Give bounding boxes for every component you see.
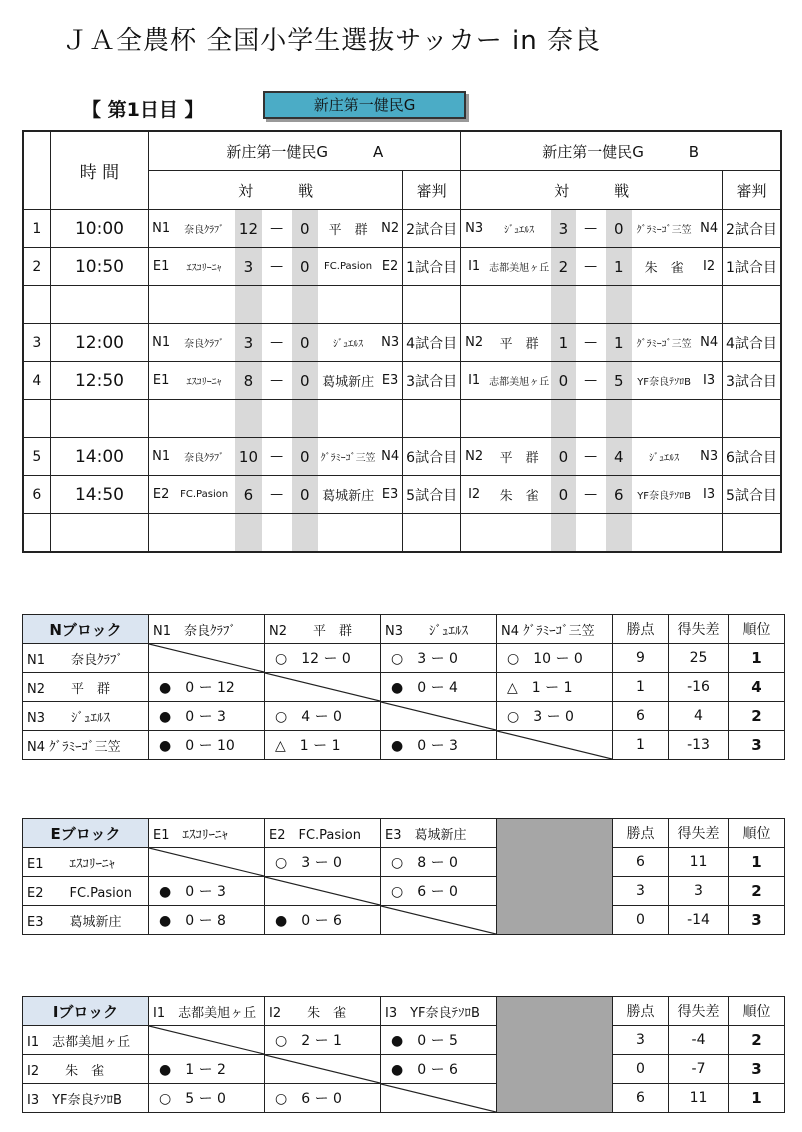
- schedule-row: [23, 438, 781, 476]
- block-row: [23, 731, 785, 760]
- schedule-row: [23, 476, 781, 514]
- match-result: ○ 3 ー 0: [391, 651, 458, 667]
- score-away: 1: [614, 257, 624, 276]
- referee-match: 1試合目: [406, 259, 458, 276]
- match-number: 6: [32, 486, 42, 503]
- match-result: ● 0 ー 12: [159, 680, 235, 696]
- score-home: 3: [243, 257, 254, 276]
- referee-match: 6試合目: [406, 449, 458, 466]
- match-time: 12:00: [74, 332, 124, 353]
- match-result: ○ 6 ー 0: [275, 1091, 342, 1107]
- score-home: 3: [243, 333, 254, 352]
- team-code: I3: [703, 373, 716, 388]
- score-home: 6: [243, 485, 254, 504]
- match-header: 対 戦: [238, 181, 314, 200]
- goal-diff-header: 得失差: [677, 622, 720, 638]
- score-dash: —: [270, 449, 284, 464]
- referee-match: 2試合目: [406, 221, 458, 238]
- points-value: 3: [636, 883, 645, 899]
- block-column-team: I3 YF奈良ﾃｿﾛB: [385, 1005, 480, 1021]
- block-column-team: E2 FC.Pasion: [269, 827, 361, 843]
- court-a-header: 新庄第一健民G A: [226, 142, 384, 161]
- block-column-team: N3 ｼﾞｭｴﾙｽ: [385, 623, 468, 639]
- block-row: [23, 702, 785, 731]
- score-home: 0: [558, 485, 569, 504]
- score-away: 0: [300, 371, 310, 390]
- team-code: N3: [381, 335, 400, 350]
- match-result: ● 0 ー 3: [159, 884, 226, 900]
- rank-value: 2: [751, 707, 762, 725]
- score-away: 0: [300, 219, 310, 238]
- match-time: 14:50: [74, 484, 124, 505]
- match-result: ● 0 ー 3: [391, 738, 458, 754]
- goal-diff-value: 11: [689, 854, 708, 870]
- self-match-cell: [381, 702, 497, 731]
- team-code: N1: [152, 335, 171, 350]
- match-number: 5: [32, 448, 42, 465]
- score-home: 12: [238, 219, 258, 238]
- score-home: 3: [558, 219, 569, 238]
- score-away: 5: [614, 371, 624, 390]
- score-away: 0: [300, 257, 310, 276]
- block-column-team: E1 ｴｽｺﾘｰﾆｬ: [153, 827, 228, 843]
- team-name: ｴｽｺﾘｰﾆｬ: [186, 263, 222, 274]
- score-home: 2: [558, 257, 569, 276]
- rank-value: 1: [751, 649, 762, 667]
- score-home: 10: [238, 447, 258, 466]
- team-code: E1: [152, 373, 170, 388]
- block-name: Nブロック: [49, 620, 122, 639]
- block-row-team: N3 ｼﾞｭｴﾙｽ: [27, 710, 110, 726]
- team-name: YF奈良ﾃｿﾛB: [637, 377, 691, 388]
- match-result: ● 0 ー 6: [391, 1062, 458, 1078]
- team-code: E3: [381, 487, 399, 502]
- block-name: Eブロック: [50, 824, 121, 843]
- self-match-cell: [265, 877, 381, 906]
- score-dash: —: [584, 221, 598, 236]
- team-name: ｸﾞﾗﾐｰｺﾞ三笠: [636, 339, 692, 350]
- match-result: ○ 8 ー 0: [391, 855, 458, 871]
- schedule-row: [23, 248, 781, 286]
- team-name: ｼﾞｭｴﾙｽ: [333, 339, 364, 350]
- match-number: 2: [32, 258, 42, 275]
- match-result: ○ 6 ー 0: [391, 884, 458, 900]
- block-row: [23, 906, 785, 935]
- team-name: ｴｽｺﾘｰﾆｬ: [186, 377, 222, 388]
- match-result: ○ 10 ー 0: [507, 651, 583, 667]
- block-row: [23, 1026, 785, 1055]
- team-code: N3: [700, 449, 719, 464]
- goal-diff-value: 11: [689, 1090, 708, 1106]
- referee-match: 6試合目: [726, 449, 777, 466]
- match-time: 14:00: [74, 446, 124, 467]
- team-code: N2: [465, 449, 484, 464]
- goal-diff-value: -7: [691, 1061, 706, 1077]
- match-time: 10:50: [74, 256, 124, 277]
- team-name: ｼﾞｭｴﾙｽ: [649, 453, 680, 464]
- team-name: 志都美旭ヶ丘: [489, 377, 550, 388]
- points-value: 9: [636, 650, 645, 666]
- score-dash: —: [584, 259, 598, 274]
- match-result: ● 0 ー 8: [159, 913, 226, 929]
- self-match-cell: [381, 1084, 497, 1113]
- match-number: 3: [32, 334, 42, 351]
- team-name: FC.Pasion: [180, 489, 229, 500]
- score-away: 0: [300, 447, 310, 466]
- match-result: ○ 12 ー 0: [275, 651, 351, 667]
- block-column-team: E3 葛城新庄: [385, 827, 467, 843]
- score-away: 4: [614, 447, 624, 466]
- team-code: E3: [381, 373, 399, 388]
- points-header: 勝点: [626, 1004, 655, 1020]
- referee-match: 3試合目: [726, 373, 777, 390]
- block-row-team: I1 志都美旭ヶ丘: [27, 1034, 131, 1050]
- referee-header: 審判: [416, 181, 447, 200]
- goal-diff-value: -16: [687, 679, 710, 695]
- block-row-team: N2 平 群: [27, 681, 110, 697]
- team-name: 奈良ｸﾗﾌﾞ: [184, 339, 225, 350]
- score-dash: —: [584, 373, 598, 388]
- match-number: 1: [32, 220, 42, 237]
- rank-value: 3: [751, 911, 762, 929]
- block-row-team: N4 ｸﾞﾗﾐｰｺﾞ三笠: [27, 739, 121, 755]
- venue-label: 新庄第一健民G: [263, 91, 466, 119]
- team-name: 葛城新庄: [322, 489, 375, 504]
- referee-header: 審判: [736, 181, 767, 200]
- schedule-row: [23, 210, 781, 248]
- team-code: N2: [381, 221, 400, 236]
- rank-header: 順位: [742, 826, 771, 842]
- team-code: N4: [700, 221, 719, 236]
- team-name: 平 群: [499, 451, 539, 466]
- score-dash: —: [270, 487, 284, 502]
- team-code: N1: [152, 221, 171, 236]
- goal-diff-header: 得失差: [677, 826, 720, 842]
- match-result: ○ 2 ー 1: [275, 1033, 342, 1049]
- team-code: E1: [152, 259, 170, 274]
- score-dash: —: [270, 335, 284, 350]
- team-code: I1: [468, 373, 481, 388]
- team-code: N2: [465, 335, 484, 350]
- block-column-team: I2 朱 雀: [269, 1005, 347, 1021]
- block-row: [23, 848, 785, 877]
- goal-diff-value: -13: [687, 737, 710, 753]
- score-away: 6: [614, 485, 624, 504]
- rank-value: 2: [751, 1031, 762, 1049]
- team-code: E2: [381, 259, 399, 274]
- points-value: 0: [636, 1061, 645, 1077]
- team-code: N3: [465, 221, 484, 236]
- team-name: 葛城新庄: [322, 375, 375, 390]
- score-away: 0: [614, 219, 624, 238]
- goal-diff-value: -14: [687, 912, 710, 928]
- self-match-cell: [149, 1026, 265, 1055]
- i-block-table: [22, 996, 785, 1113]
- rank-value: 1: [751, 1089, 762, 1107]
- rank-value: 2: [751, 882, 762, 900]
- match-time: 12:50: [74, 370, 124, 391]
- score-dash: —: [270, 373, 284, 388]
- score-home: 1: [558, 333, 569, 352]
- time-header: 時 間: [79, 163, 120, 183]
- page-title: ＪＡ全農杯 全国小学生選抜サッカー in 奈良: [62, 26, 601, 56]
- team-name: YF奈良ﾃｿﾛB: [637, 491, 691, 502]
- referee-match: 4試合目: [406, 335, 458, 352]
- match-time: 10:00: [74, 218, 124, 239]
- score-dash: —: [270, 259, 284, 274]
- points-value: 6: [636, 708, 645, 724]
- match-result: ○ 3 ー 0: [275, 855, 342, 871]
- team-code: N4: [381, 449, 400, 464]
- match-result: ● 0 ー 5: [391, 1033, 458, 1049]
- referee-match: 3試合目: [406, 373, 458, 390]
- self-match-cell: [381, 906, 497, 935]
- self-match-cell: [265, 673, 381, 702]
- points-value: 6: [636, 1090, 645, 1106]
- team-name: ｼﾞｭｴﾙｽ: [504, 225, 535, 236]
- schedule-row: [23, 362, 781, 400]
- score-dash: —: [584, 335, 598, 350]
- score-away: 1: [614, 333, 624, 352]
- block-column-team: I1 志都美旭ヶ丘: [153, 1005, 257, 1021]
- block-row-team: E1 ｴｽｺﾘｰﾆｬ: [27, 856, 115, 872]
- goal-diff-value: 4: [694, 708, 703, 724]
- match-result: ● 0 ー 10: [159, 738, 235, 754]
- points-value: 3: [636, 1032, 645, 1048]
- match-result: ● 1 ー 2: [159, 1062, 226, 1078]
- match-header: 対 戦: [554, 181, 630, 200]
- team-code: I2: [703, 259, 716, 274]
- block-row-team: E2 FC.Pasion: [27, 885, 132, 901]
- referee-match: 1試合目: [726, 259, 777, 276]
- team-code: N4: [700, 335, 719, 350]
- e-block-table: [22, 818, 785, 935]
- block-row: [23, 1055, 785, 1084]
- score-away: 0: [300, 485, 310, 504]
- court-b-header: 新庄第一健民G B: [542, 142, 700, 161]
- team-name: ｸﾞﾗﾐｰｺﾞ三笠: [320, 453, 376, 464]
- team-code: E2: [152, 487, 170, 502]
- block-row: [23, 673, 785, 702]
- day-label: 【 第1日目 】: [82, 99, 204, 121]
- block-name: Iブロック: [52, 1002, 119, 1021]
- block-column-team: N2 平 群: [269, 623, 352, 639]
- rank-value: 3: [751, 1060, 762, 1078]
- rank-header: 順位: [742, 1004, 771, 1020]
- team-code: I2: [468, 487, 481, 502]
- score-dash: —: [270, 221, 284, 236]
- points-value: 6: [636, 854, 645, 870]
- rank-value: 4: [751, 678, 762, 696]
- team-name: 平 群: [328, 223, 368, 238]
- team-name: 朱 雀: [644, 261, 684, 276]
- match-result: △ 1 ー 1: [275, 738, 341, 754]
- block-row: [23, 644, 785, 673]
- points-header: 勝点: [626, 826, 655, 842]
- block-column-team: N4 ｸﾞﾗﾐｰｺﾞ三笠: [501, 623, 595, 639]
- goal-diff-header: 得失差: [677, 1004, 720, 1020]
- points-value: 1: [636, 679, 645, 695]
- score-home: 0: [558, 447, 569, 466]
- referee-match: 5試合目: [726, 487, 777, 504]
- points-value: 0: [636, 912, 645, 928]
- score-home: 0: [558, 371, 569, 390]
- self-match-cell: [149, 644, 265, 673]
- team-name: 朱 雀: [499, 489, 539, 504]
- team-name: ｸﾞﾗﾐｰｺﾞ三笠: [636, 225, 692, 236]
- match-result: ● 0 ー 3: [159, 709, 226, 725]
- team-name: 奈良ｸﾗﾌﾞ: [184, 225, 225, 236]
- goal-diff-value: 3: [694, 883, 703, 899]
- team-name: 奈良ｸﾗﾌﾞ: [184, 453, 225, 464]
- self-match-cell: [265, 1055, 381, 1084]
- match-result: ● 0 ー 4: [391, 680, 458, 696]
- match-result: ○ 4 ー 0: [275, 709, 342, 725]
- rank-value: 1: [751, 853, 762, 871]
- match-result: ○ 3 ー 0: [507, 709, 574, 725]
- referee-match: 4試合目: [726, 335, 777, 352]
- rank-value: 3: [751, 736, 762, 754]
- referee-match: 2試合目: [726, 221, 777, 238]
- points-header: 勝点: [626, 622, 655, 638]
- team-code: I1: [468, 259, 481, 274]
- self-match-cell: [497, 731, 613, 760]
- block-row-team: I3 YF奈良ﾃｿﾛB: [27, 1092, 122, 1108]
- referee-match: 5試合目: [406, 487, 458, 504]
- team-code: N1: [152, 449, 171, 464]
- score-home: 8: [243, 371, 254, 390]
- score-away: 0: [300, 333, 310, 352]
- block-column-team: N1 奈良ｸﾗﾌﾞ: [153, 623, 236, 639]
- points-value: 1: [636, 737, 645, 753]
- block-row-team: N1 奈良ｸﾗﾌﾞ: [27, 652, 123, 668]
- block-row: [23, 877, 785, 906]
- block-row: [23, 1084, 785, 1113]
- block-row-team: E3 葛城新庄: [27, 914, 122, 930]
- self-match-cell: [149, 848, 265, 877]
- schedule-row: [23, 324, 781, 362]
- team-name: 平 群: [499, 337, 539, 352]
- match-result: △ 1 ー 1: [507, 680, 573, 696]
- block-row-team: I2 朱 雀: [27, 1063, 105, 1079]
- team-name: 志都美旭ヶ丘: [489, 263, 550, 274]
- score-dash: —: [584, 487, 598, 502]
- score-dash: —: [584, 449, 598, 464]
- team-name: FC.Pasion: [324, 261, 373, 272]
- schedule-table: [22, 130, 782, 553]
- match-result: ○ 5 ー 0: [159, 1091, 226, 1107]
- goal-diff-value: 25: [689, 650, 708, 666]
- goal-diff-value: -4: [691, 1032, 706, 1048]
- n-block-table: [22, 614, 785, 760]
- rank-header: 順位: [742, 622, 771, 638]
- match-number: 4: [32, 372, 42, 389]
- team-code: I3: [703, 487, 716, 502]
- match-result: ● 0 ー 6: [275, 913, 342, 929]
